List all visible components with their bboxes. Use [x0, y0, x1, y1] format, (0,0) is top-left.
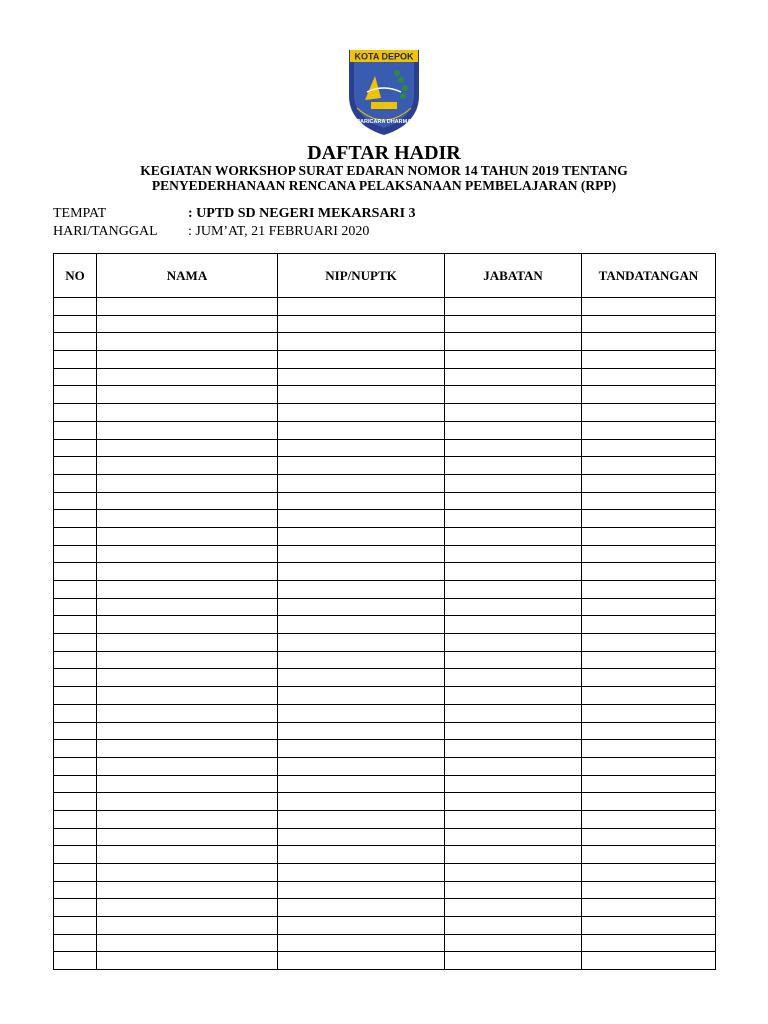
table-cell	[278, 651, 445, 669]
table-cell	[445, 351, 582, 369]
table-cell	[582, 917, 716, 935]
table-cell	[97, 828, 278, 846]
kota-depok-emblem-logo	[345, 46, 423, 136]
table-row	[54, 793, 716, 811]
table-cell	[445, 298, 582, 316]
table-cell	[97, 563, 278, 581]
table-cell	[278, 563, 445, 581]
table-cell	[54, 952, 97, 970]
table-cell	[278, 917, 445, 935]
table-cell	[54, 810, 97, 828]
table-row	[54, 510, 716, 528]
table-cell	[97, 421, 278, 439]
table-cell	[278, 828, 445, 846]
table-cell	[97, 740, 278, 758]
table-cell	[97, 527, 278, 545]
table-cell	[445, 634, 582, 652]
table-cell	[445, 828, 582, 846]
table-row	[54, 810, 716, 828]
table-cell	[278, 722, 445, 740]
table-cell	[54, 616, 97, 634]
table-cell	[445, 899, 582, 917]
table-cell	[97, 457, 278, 475]
column-header-nip-nuptk: NIP/NUPTK	[278, 254, 445, 298]
table-cell	[278, 404, 445, 422]
table-cell	[278, 457, 445, 475]
table-row	[54, 740, 716, 758]
table-cell	[97, 722, 278, 740]
table-cell	[97, 474, 278, 492]
table-cell	[582, 439, 716, 457]
table-cell	[582, 846, 716, 864]
table-cell	[445, 581, 582, 599]
table-row	[54, 757, 716, 775]
table-row	[54, 864, 716, 882]
table-cell	[54, 474, 97, 492]
table-cell	[582, 386, 716, 404]
table-cell	[54, 333, 97, 351]
column-header-jabatan: JABATAN	[445, 254, 582, 298]
table-cell	[97, 545, 278, 563]
table-cell	[445, 704, 582, 722]
table-cell	[582, 315, 716, 333]
document-title: DAFTAR HADIR	[307, 142, 461, 164]
subtitle-line-2: PENYEDERHANAAN RENCANA PELAKSANAAN PEMBELAJARAN (RPP)	[151, 178, 617, 193]
table-cell	[54, 669, 97, 687]
table-cell	[97, 899, 278, 917]
table-cell	[445, 775, 582, 793]
table-cell	[278, 810, 445, 828]
table-row	[54, 704, 716, 722]
table-cell	[445, 545, 582, 563]
table-cell	[54, 510, 97, 528]
table-cell	[97, 687, 278, 705]
table-cell	[54, 439, 97, 457]
table-cell	[54, 545, 97, 563]
table-cell	[278, 740, 445, 758]
table-cell	[582, 952, 716, 970]
table-cell	[582, 687, 716, 705]
table-cell	[97, 846, 278, 864]
table-row	[54, 775, 716, 793]
table-cell	[54, 581, 97, 599]
table-row	[54, 881, 716, 899]
table-cell	[445, 421, 582, 439]
table-cell	[445, 722, 582, 740]
table-cell	[278, 315, 445, 333]
table-cell	[582, 545, 716, 563]
table-cell	[445, 315, 582, 333]
table-cell	[97, 386, 278, 404]
table-row	[54, 634, 716, 652]
table-cell	[54, 899, 97, 917]
table-cell	[582, 421, 716, 439]
table-cell	[97, 810, 278, 828]
table-cell	[54, 634, 97, 652]
table-cell	[54, 351, 97, 369]
table-cell	[278, 333, 445, 351]
table-cell	[445, 457, 582, 475]
table-cell	[582, 757, 716, 775]
table-cell	[54, 457, 97, 475]
table-row	[54, 952, 716, 970]
table-cell	[445, 404, 582, 422]
column-header-tandatangan: TANDATANGAN	[582, 254, 716, 298]
table-cell	[445, 669, 582, 687]
table-row	[54, 899, 716, 917]
svg-text:KOTA DEPOK: KOTA DEPOK	[354, 51, 414, 62]
table-row	[54, 917, 716, 935]
table-cell	[97, 634, 278, 652]
table-cell	[278, 669, 445, 687]
table-cell	[278, 757, 445, 775]
table-cell	[278, 864, 445, 882]
table-row	[54, 315, 716, 333]
table-cell	[278, 351, 445, 369]
table-cell	[582, 527, 716, 545]
table-row	[54, 351, 716, 369]
table-cell	[54, 404, 97, 422]
table-cell	[54, 722, 97, 740]
table-cell	[97, 864, 278, 882]
table-row	[54, 722, 716, 740]
table-row	[54, 474, 716, 492]
table-cell	[445, 687, 582, 705]
table-cell	[582, 864, 716, 882]
table-cell	[278, 704, 445, 722]
table-cell	[54, 704, 97, 722]
table-cell	[54, 846, 97, 864]
table-cell	[445, 740, 582, 758]
table-cell	[278, 545, 445, 563]
table-cell	[445, 439, 582, 457]
table-cell	[54, 775, 97, 793]
table-row	[54, 404, 716, 422]
table-cell	[97, 598, 278, 616]
table-cell	[582, 934, 716, 952]
table-cell	[445, 810, 582, 828]
table-cell	[54, 368, 97, 386]
table-cell	[445, 881, 582, 899]
table-cell	[582, 351, 716, 369]
table-cell	[54, 828, 97, 846]
table-cell	[278, 598, 445, 616]
table-cell	[445, 492, 582, 510]
table-cell	[582, 881, 716, 899]
svg-text:PARICARA DHARMA: PARICARA DHARMA	[356, 119, 412, 125]
table-row	[54, 828, 716, 846]
table-cell	[278, 421, 445, 439]
table-cell	[278, 298, 445, 316]
table-row	[54, 368, 716, 386]
table-cell	[54, 492, 97, 510]
table-cell	[582, 740, 716, 758]
table-cell	[54, 563, 97, 581]
table-cell	[582, 616, 716, 634]
table-cell	[582, 828, 716, 846]
table-cell	[445, 386, 582, 404]
table-cell	[582, 510, 716, 528]
table-cell	[445, 917, 582, 935]
table-row	[54, 651, 716, 669]
table-row	[54, 581, 716, 599]
table-cell	[445, 651, 582, 669]
table-cell	[97, 298, 278, 316]
table-row	[54, 421, 716, 439]
table-cell	[97, 775, 278, 793]
table-cell	[54, 687, 97, 705]
table-row	[54, 386, 716, 404]
table-cell	[278, 386, 445, 404]
table-cell	[582, 793, 716, 811]
table-cell	[97, 793, 278, 811]
table-cell	[54, 757, 97, 775]
table-cell	[97, 492, 278, 510]
table-cell	[445, 563, 582, 581]
table-cell	[97, 669, 278, 687]
table-cell	[54, 298, 97, 316]
table-cell	[278, 952, 445, 970]
table-cell	[278, 634, 445, 652]
table-cell	[278, 527, 445, 545]
table-cell	[97, 333, 278, 351]
table-cell	[582, 722, 716, 740]
table-cell	[445, 934, 582, 952]
table-cell	[54, 881, 97, 899]
column-header-no: NO	[54, 254, 97, 298]
table-cell	[54, 315, 97, 333]
table-row	[54, 439, 716, 457]
table-row	[54, 298, 716, 316]
table-cell	[54, 527, 97, 545]
table-cell	[278, 492, 445, 510]
table-cell	[582, 704, 716, 722]
table-cell	[582, 899, 716, 917]
table-row	[54, 934, 716, 952]
table-body	[54, 298, 716, 970]
column-header-nama: NAMA	[97, 254, 278, 298]
table-row	[54, 687, 716, 705]
table-cell	[582, 669, 716, 687]
table-cell	[445, 952, 582, 970]
table-cell	[582, 298, 716, 316]
table-cell	[54, 917, 97, 935]
table-cell	[54, 934, 97, 952]
table-cell	[278, 846, 445, 864]
table-cell	[278, 616, 445, 634]
table-cell	[97, 917, 278, 935]
table-cell	[97, 757, 278, 775]
table-header-row	[54, 254, 716, 298]
table-cell	[278, 687, 445, 705]
table-cell	[445, 474, 582, 492]
table-cell	[582, 368, 716, 386]
table-cell	[278, 775, 445, 793]
attendance-table	[53, 253, 716, 970]
table-cell	[582, 457, 716, 475]
table-cell	[445, 864, 582, 882]
table-cell	[278, 510, 445, 528]
table-cell	[97, 439, 278, 457]
table-cell	[54, 793, 97, 811]
table-row	[54, 333, 716, 351]
table-cell	[97, 952, 278, 970]
table-cell	[445, 846, 582, 864]
table-cell	[445, 527, 582, 545]
table-cell	[97, 616, 278, 634]
table-cell	[582, 598, 716, 616]
table-cell	[445, 368, 582, 386]
table-row	[54, 527, 716, 545]
table-row	[54, 457, 716, 475]
table-cell	[445, 757, 582, 775]
subtitle-line-1: KEGIATAN WORKSHOP SURAT EDARAN NOMOR 14 TAHUN 2019 TENTANG	[140, 163, 628, 178]
table-cell	[97, 368, 278, 386]
table-cell	[582, 404, 716, 422]
table-row	[54, 846, 716, 864]
table-row	[54, 669, 716, 687]
hari-tanggal-label: HARI/TANGGAL	[53, 224, 158, 239]
table-cell	[54, 421, 97, 439]
table-cell	[54, 740, 97, 758]
table-cell	[97, 934, 278, 952]
table-row	[54, 563, 716, 581]
table-cell	[54, 864, 97, 882]
table-cell	[97, 581, 278, 599]
table-cell	[278, 793, 445, 811]
table-cell	[97, 404, 278, 422]
table-cell	[54, 651, 97, 669]
table-cell	[97, 651, 278, 669]
hari-tanggal-value: : JUM’AT, 21 FEBRUARI 2020	[188, 224, 370, 239]
table-cell	[278, 581, 445, 599]
table-cell	[582, 474, 716, 492]
table-cell	[278, 474, 445, 492]
table-cell	[445, 333, 582, 351]
table-row	[54, 598, 716, 616]
table-cell	[97, 510, 278, 528]
table-row	[54, 492, 716, 510]
table-cell	[582, 775, 716, 793]
table-cell	[97, 881, 278, 899]
table-cell	[278, 881, 445, 899]
table-cell	[278, 368, 445, 386]
table-cell	[582, 492, 716, 510]
table-cell	[445, 616, 582, 634]
table-cell	[278, 899, 445, 917]
table-cell	[582, 333, 716, 351]
table-cell	[278, 934, 445, 952]
table-row	[54, 616, 716, 634]
table-cell	[54, 598, 97, 616]
table-cell	[582, 563, 716, 581]
table-cell	[54, 386, 97, 404]
table-cell	[278, 439, 445, 457]
table-row	[54, 545, 716, 563]
table-cell	[445, 510, 582, 528]
table-cell	[445, 793, 582, 811]
table-cell	[582, 634, 716, 652]
table-cell	[582, 651, 716, 669]
tempat-value: : UPTD SD NEGERI MEKARSARI 3	[188, 206, 416, 221]
table-cell	[97, 315, 278, 333]
table-cell	[445, 598, 582, 616]
table-cell	[97, 704, 278, 722]
tempat-label: TEMPAT	[53, 206, 107, 221]
table-cell	[97, 351, 278, 369]
table-cell	[582, 810, 716, 828]
table-cell	[582, 581, 716, 599]
